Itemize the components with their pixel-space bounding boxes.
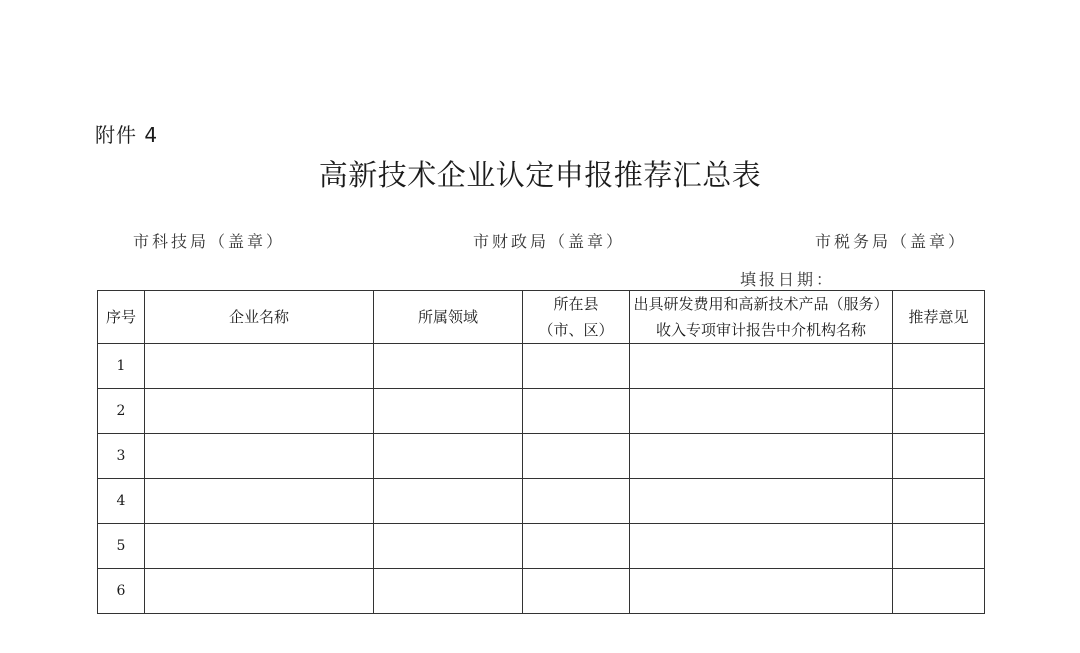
header-company-name: 企业名称 bbox=[145, 291, 374, 344]
header-county bbox=[523, 291, 630, 344]
county-cell[interactable] bbox=[523, 524, 630, 569]
field-cell[interactable] bbox=[374, 389, 523, 434]
company-name-cell[interactable] bbox=[145, 344, 374, 389]
table-row bbox=[98, 389, 985, 434]
company-name-cell[interactable] bbox=[145, 524, 374, 569]
seq-cell: 5 bbox=[98, 524, 145, 569]
header-audit-agency bbox=[630, 291, 893, 344]
fill-date-label: 填报日期： bbox=[740, 270, 836, 289]
audit-agency-cell[interactable] bbox=[630, 344, 893, 389]
table-body bbox=[98, 344, 985, 614]
county-cell[interactable] bbox=[523, 569, 630, 614]
county-cell[interactable] bbox=[523, 434, 630, 479]
seq-cell: 6 bbox=[98, 569, 145, 614]
recommendation-cell[interactable] bbox=[893, 524, 985, 569]
audit-agency-cell[interactable] bbox=[630, 524, 893, 569]
company-name-cell[interactable] bbox=[145, 389, 374, 434]
seq-cell: 1 bbox=[98, 344, 145, 389]
county-cell[interactable] bbox=[523, 344, 630, 389]
county-cell[interactable] bbox=[523, 389, 630, 434]
table-row bbox=[98, 524, 985, 569]
table-row bbox=[98, 434, 985, 479]
tech-bureau-seal-label: 市科技局（盖章） bbox=[133, 232, 286, 251]
header-county-line2: （市、区） bbox=[538, 321, 614, 339]
field-cell[interactable] bbox=[374, 479, 523, 524]
seq-cell: 2 bbox=[98, 389, 145, 434]
recommendation-cell[interactable] bbox=[893, 569, 985, 614]
company-name-cell[interactable] bbox=[145, 569, 374, 614]
finance-bureau-seal-label: 市财政局（盖章） bbox=[473, 232, 626, 251]
header-county-line1: 所在县 bbox=[553, 295, 599, 313]
table-row bbox=[98, 344, 985, 389]
recommendation-cell[interactable] bbox=[893, 479, 985, 524]
seq-cell: 3 bbox=[98, 434, 145, 479]
header-audit-agency-line2: 收入专项审计报告中介机构名称 bbox=[655, 321, 866, 339]
field-cell[interactable] bbox=[374, 344, 523, 389]
recommendation-cell[interactable] bbox=[893, 389, 985, 434]
header-audit-agency-line1: 出具研发费用和高新技术产品（服务） bbox=[633, 295, 889, 313]
recommendation-cell[interactable] bbox=[893, 344, 985, 389]
company-name-cell[interactable] bbox=[145, 479, 374, 524]
field-cell[interactable] bbox=[374, 524, 523, 569]
header-field: 所属领域 bbox=[374, 291, 523, 344]
seq-cell: 4 bbox=[98, 479, 145, 524]
company-name-cell[interactable] bbox=[145, 434, 374, 479]
field-cell[interactable] bbox=[374, 569, 523, 614]
table-row bbox=[98, 569, 985, 614]
audit-agency-cell[interactable] bbox=[630, 569, 893, 614]
recommendation-cell[interactable] bbox=[893, 434, 985, 479]
attachment-label: 附件 4 bbox=[95, 123, 159, 147]
tax-bureau-seal-label: 市税务局（盖章） bbox=[815, 232, 968, 251]
audit-agency-cell[interactable] bbox=[630, 389, 893, 434]
header-recommendation: 推荐意见 bbox=[893, 291, 985, 344]
document-title: 高新技术企业认定申报推荐汇总表 bbox=[318, 158, 762, 192]
recommendation-summary-table bbox=[97, 290, 985, 614]
header-seq: 序号 bbox=[98, 291, 145, 344]
table-row bbox=[98, 479, 985, 524]
audit-agency-cell[interactable] bbox=[630, 479, 893, 524]
county-cell[interactable] bbox=[523, 479, 630, 524]
field-cell[interactable] bbox=[374, 434, 523, 479]
table-header-row bbox=[98, 291, 985, 344]
audit-agency-cell[interactable] bbox=[630, 434, 893, 479]
